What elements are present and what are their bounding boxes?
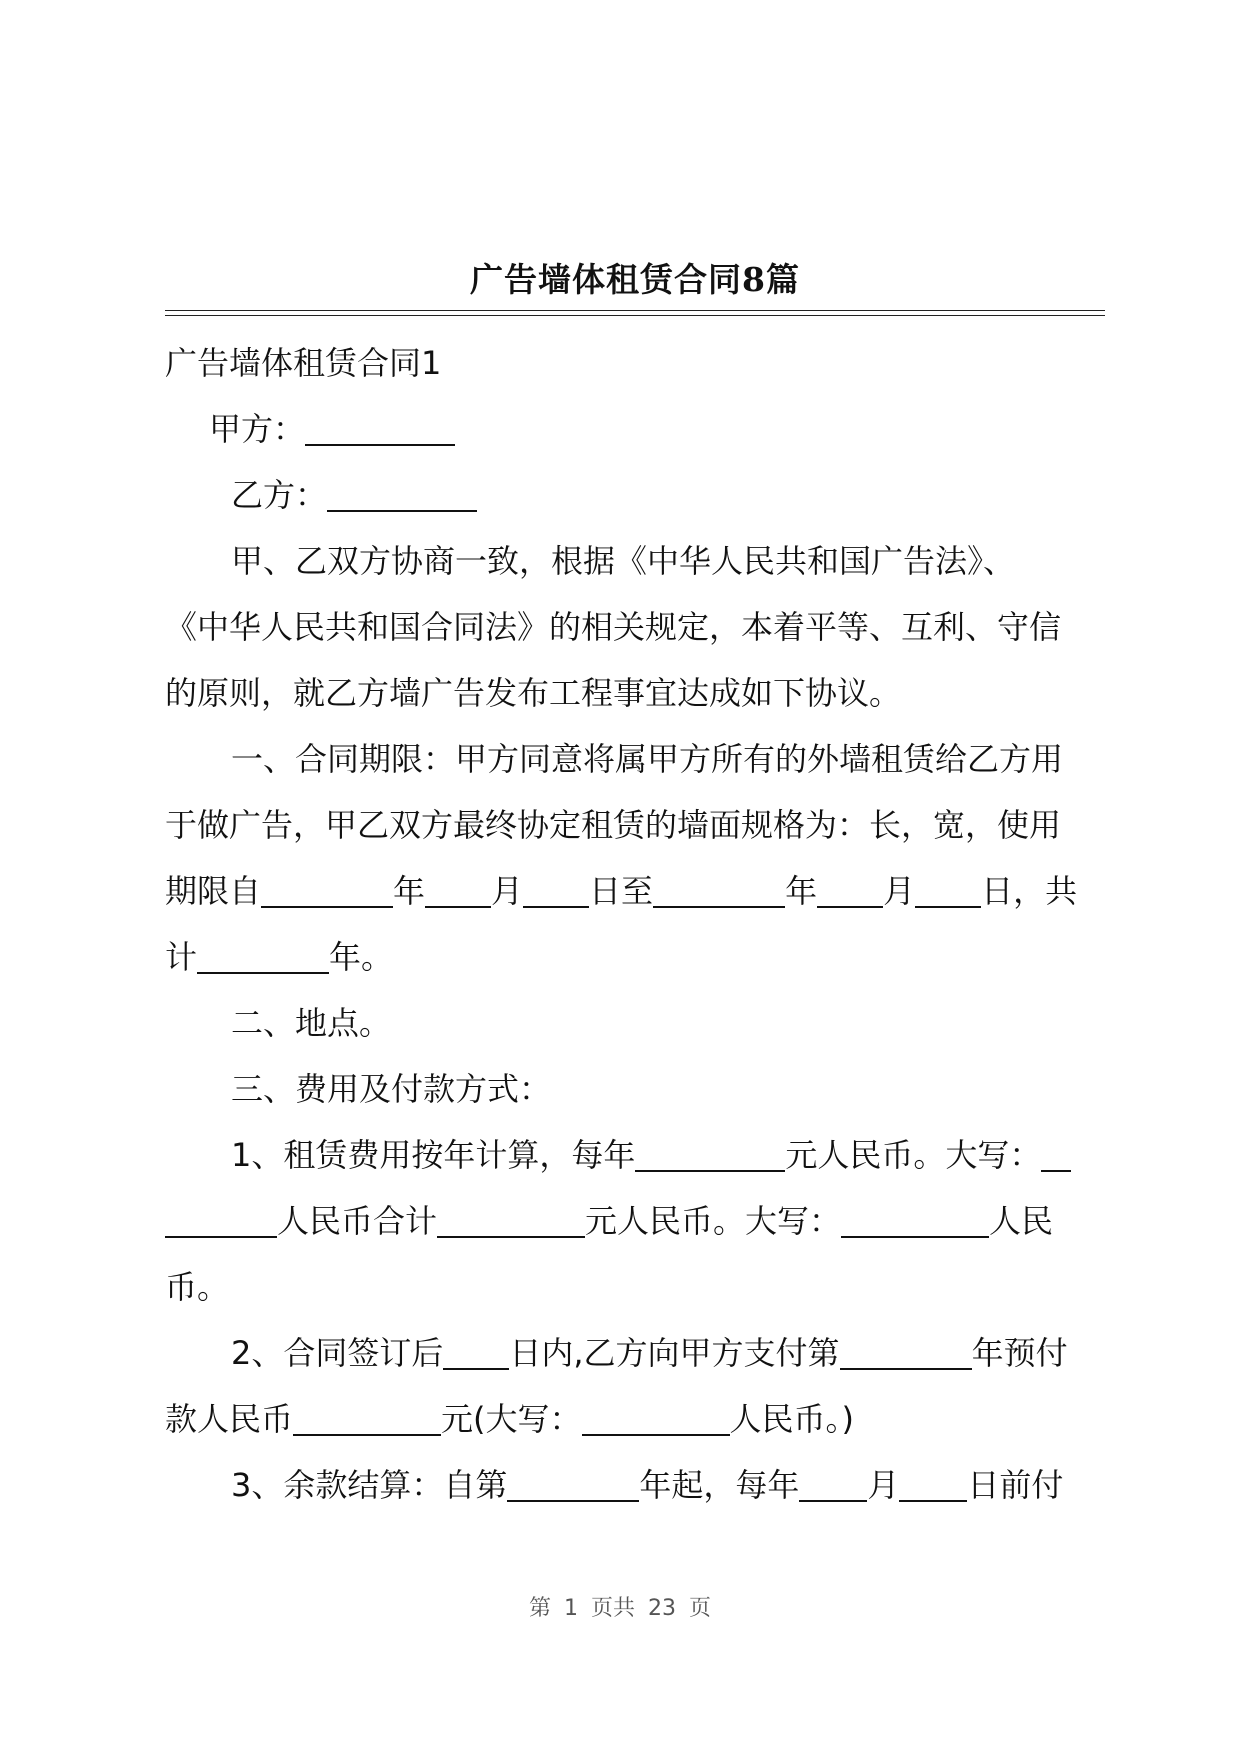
prepay-year-blank — [840, 1334, 972, 1370]
item1-line: 币。 — [165, 1268, 230, 1306]
start-month-blank — [425, 872, 491, 908]
prepay-amount-blank — [293, 1400, 441, 1436]
intro-paragraph-line: 的原则，就乙方墙广告发布工程事宜达成如下协议。 — [165, 674, 902, 712]
party-a-blank — [305, 410, 455, 446]
start-day-blank — [523, 872, 589, 908]
party-a-label: 甲方： — [209, 410, 306, 448]
title-divider-bottom — [165, 315, 1105, 316]
item2-line: 款人民币 元(大写： 人民币。) — [165, 1400, 855, 1438]
annual-fee-words-blank-cont — [165, 1202, 277, 1238]
end-day-blank — [915, 872, 981, 908]
item1-line: 人民币合计 元人民币。大写： 人民 — [165, 1188, 1105, 1254]
balance-year-blank — [507, 1466, 639, 1502]
party-b-label: 乙方： — [231, 476, 328, 514]
annual-fee-words-blank — [1041, 1136, 1071, 1172]
clause1-term-line: 期限自 年 月 日至 年 月 日，共 — [165, 872, 1078, 910]
end-month-blank — [817, 872, 883, 908]
party-b-blank — [327, 476, 477, 512]
intro-paragraph-line: 甲、乙双方协商一致，根据《中华人民共和国广告法》、 — [231, 542, 1016, 580]
payment-days-blank — [443, 1334, 509, 1370]
start-year-blank — [261, 872, 393, 908]
document-title: 广告墙体租赁合同8篇 — [470, 260, 800, 299]
clause1-line: 一、合同期限：甲方同意将属甲方所有的外墙租赁给乙方用 — [231, 740, 1064, 778]
clause3-line: 三、费用及付款方式： — [231, 1070, 552, 1108]
page-indicator: 第 1 页共 23 页 — [529, 1596, 711, 1621]
intro-paragraph-line: 《中华人民共和国合同法》的相关规定，本着平等、互利、守信 — [165, 608, 1062, 646]
balance-day-blank — [899, 1466, 967, 1502]
total-fee-blank — [437, 1202, 585, 1238]
party-a-line — [165, 396, 1105, 462]
title-divider-top — [165, 310, 1105, 311]
clause1-total-line: 计 年。 — [165, 938, 394, 976]
document-body — [165, 330, 1105, 1518]
balance-month-blank — [799, 1466, 867, 1502]
annual-fee-blank — [635, 1136, 785, 1172]
end-year-blank — [653, 872, 785, 908]
party-b-line — [165, 462, 1105, 528]
item1-line: 1、租赁费用按年计算，每年 元人民币。大写： — [165, 1122, 1105, 1188]
clause2-line: 二、地点。 — [231, 1004, 392, 1042]
prepay-amount-words-blank — [582, 1400, 730, 1436]
total-fee-words-blank — [841, 1202, 989, 1238]
total-years-blank — [197, 938, 329, 974]
clause1-line: 于做广告，甲乙双方最终协定租赁的墙面规格为：长，宽，使用 — [165, 806, 1062, 844]
item2-line: 2、合同签订后 日内,乙方向甲方支付第 年预付 — [231, 1334, 1068, 1372]
item3-line: 3、余款结算：自第 年起，每年 月 日前付 — [231, 1466, 1064, 1504]
section-heading: 广告墙体租赁合同1 — [165, 344, 442, 382]
